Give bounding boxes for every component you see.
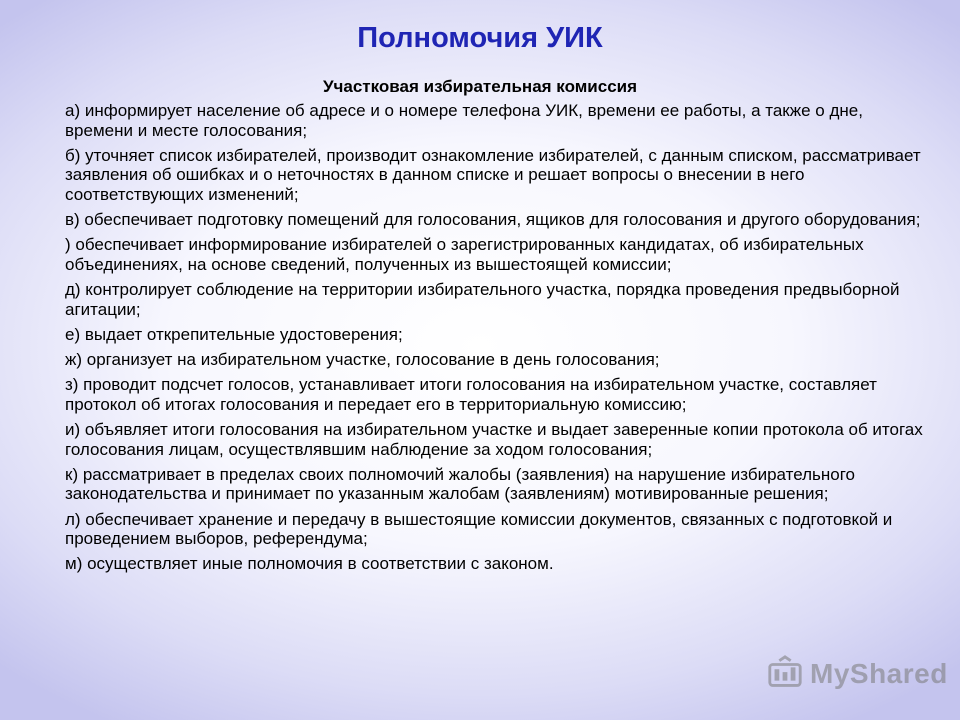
list-item: в) обеспечивает подготовку помещений для голосования, ящиков для голосования и другого оборудования;	[65, 210, 921, 230]
list-item: е) выдает открепительные удостоверения;	[65, 324, 403, 344]
slide-title: Полномочия УИК	[357, 22, 603, 54]
list-item: з) проводит подсчет голосов, устанавливает итоги голосования на избирательном участке, составляет протокол об итогах голосования и передает его в территориальную комиссию;	[65, 375, 877, 414]
list-item: ) обеспечивает информирование избирателей о зарегистрированных кандидатах, об избирательных объединениях, на основе сведений, полученных из вышестоящей комиссии;	[65, 235, 864, 274]
list-item: б) уточняет список избирателей, производит ознакомление избирателей, с данным списком, рассматривает заявления об ошибках и о неточностях в данном списке и решает вопросы о внесении в него соответствующих изменений;	[65, 145, 921, 204]
myshared-logo-icon	[766, 655, 804, 693]
list-item: ж) организует на избирательном участке, голосование в день голосования;	[65, 350, 660, 370]
powers-list	[65, 101, 935, 580]
list-item: л) обеспечивает хранение и передачу в вышестоящие комиссии документов, связанных с подготовкой и проведением выборов, референдума;	[65, 509, 893, 549]
list-item: а) информирует население об адресе и о номере телефона УИК, времени ее работы, а также о дне, времени и месте голосования;	[65, 101, 863, 140]
list-item: м) осуществляет иные полномочия в соответствии с законом.	[65, 554, 554, 574]
list-item: к) рассматривает в пределах своих полномочий жалобы (заявления) на нарушение избирательного законодательства и принимает по указанным жалобам (заявлениям) мотивированные решения;	[65, 464, 855, 504]
slide-subtitle: Участковая избирательная комиссия	[322, 77, 638, 96]
myshared-watermark	[766, 655, 948, 693]
watermark-text: MyShared	[810, 658, 948, 689]
list-item: д) контролирует соблюдение на территории избирательного участка, порядка проведения предвыборной агитации;	[65, 280, 900, 319]
list-item: и) объявляет итоги голосования на избирательном участке и выдает заверенные копии протокола об итогах голосования лицам, осуществлявшим наблюдение за ходом голосования;	[65, 420, 923, 459]
